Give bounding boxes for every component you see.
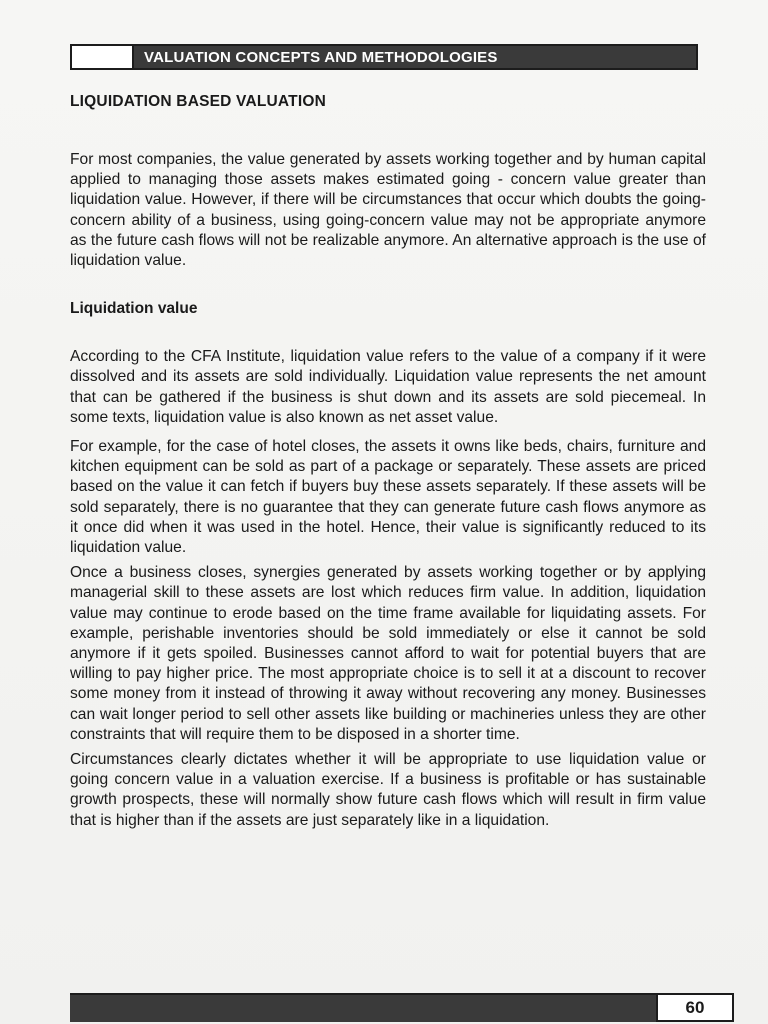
footer-bar	[70, 993, 656, 1022]
paragraph-hotel-example: For example, for the case of hotel closes, the assets it owns like beds, chairs, furniture and kitchen equipment can be sold as part of a package or separately. These assets are priced based on the value it can fetch if buyers buy these assets separately. If these assets will be sold separately, there is no guarantee that they can generate future cash flows anymore as it once did when it was used in the hotel. Hence, their value is significantly reduced to its liquidation value.	[70, 438, 706, 557]
paragraph-circumstances: Circumstances clearly dictates whether it will be appropriate to use liquidation value or going concern value in a valuation exercise. If a business is profitable or has sustainable growth prospects, these will normally show future cash flows which will result in firm value that is higher than if the assets are just separately like in a liquidation.	[70, 751, 706, 829]
page-content	[70, 92, 706, 831]
chapter-title: VALUATION CONCEPTS AND METHODOLOGIES	[144, 49, 498, 66]
intro-paragraph: For most companies, the value generated by assets working together and by human capital applied to managing those assets makes estimated going - concern value greater than liquidation value. However, if there will be circumstances that occur which doubts the going-concern ability of a business, using going-concern value may not be appropriate anymore as the future cash flows will not be realizable anymore. An alternative approach is the use of liquidation value.	[70, 151, 706, 270]
page-number: 60	[656, 993, 734, 1022]
chapter-header-bar	[70, 44, 698, 70]
subsection-heading: Liquidation value	[70, 300, 198, 318]
paragraph-synergies: Once a business closes, synergies generated by assets working together or by applying managerial skill to these assets are lost which reduces firm value. In addition, liquidation value may continue to erode based on the time frame available for liquidating assets. For example, perishable inventories should be sold immediately or else it cannot be sold anymore if it gets spoiled. Businesses cannot afford to wait for potential buyers that are willing to pay higher price. The most appropriate choice is to sell it at a discount to recover some money from it instead of throwing it away without recovering any money. Businesses can wait longer period to sell other assets like building or machineries unless they are other constraints that will require them to be disposed in a shorter time.	[70, 564, 706, 743]
chapter-header-box	[72, 46, 134, 68]
section-heading: LIQUIDATION BASED VALUATION	[70, 93, 326, 110]
paragraph-definition: According to the CFA Institute, liquidation value refers to the value of a company if it were dissolved and its assets are sold individually. Liquidation value represents the net amount that can be gathered if the business is shut down and its assets are sold piecemeal. In some texts, liquidation value is also known as net asset value.	[70, 348, 706, 426]
